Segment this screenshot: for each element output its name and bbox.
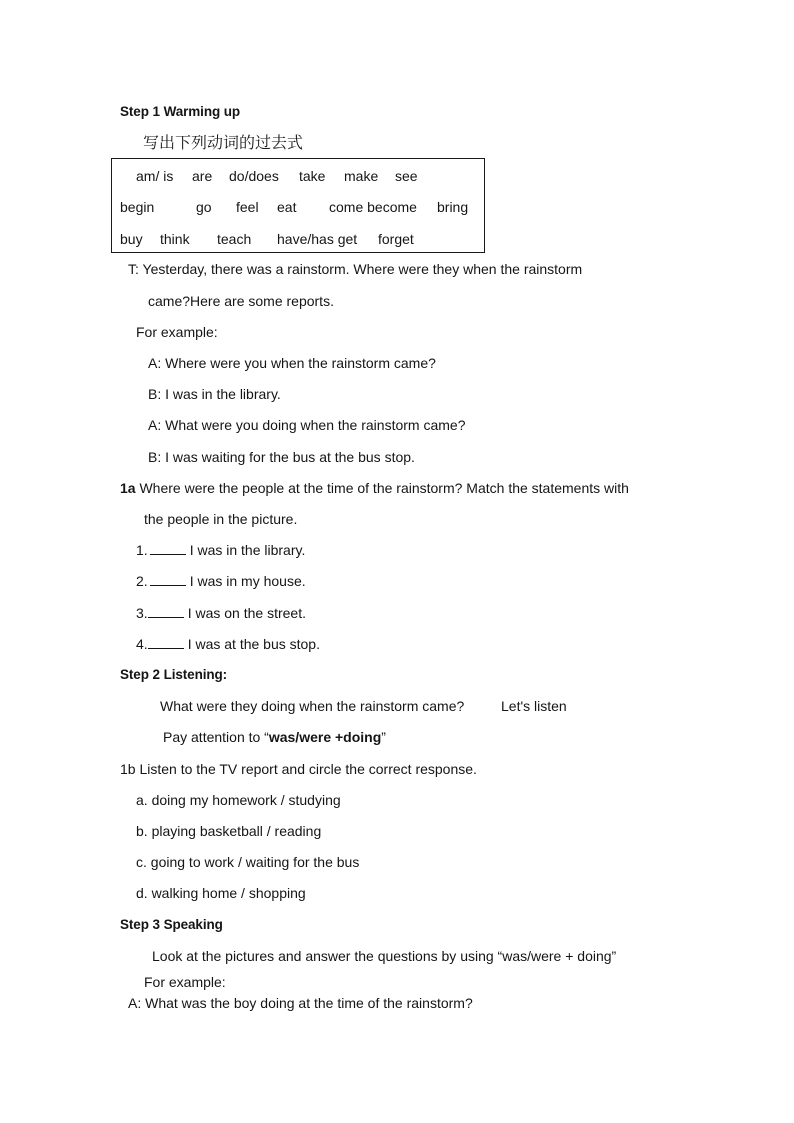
match-item-number: 3. — [136, 605, 148, 621]
task-1a-prompt-text: Where were the people at the time of the rainstorm? Match the statements with — [139, 480, 629, 496]
verb-item: teach — [217, 231, 252, 247]
answer-blank[interactable] — [148, 635, 184, 649]
verb-item: are — [192, 168, 213, 184]
step3-instruction: Look at the pictures and answer the questions by using “was/were + doing” — [152, 948, 617, 964]
match-item-number: 2. — [136, 573, 148, 589]
response-option: c. going to work / waiting for the bus — [136, 854, 360, 870]
verb-item: have/has get — [277, 231, 358, 247]
response-option: b. playing basketball / reading — [136, 823, 322, 839]
task-1a-prompt — [120, 479, 629, 497]
attention-pattern: was/were +doing — [268, 729, 382, 745]
step2-heading: Step 2 Listening: — [120, 667, 228, 682]
for-example-label: For example: — [136, 324, 218, 340]
match-item — [136, 635, 320, 653]
match-item-text: I was on the street. — [187, 605, 306, 621]
task-1a-label: 1a — [120, 480, 136, 496]
match-item — [136, 572, 306, 590]
match-item — [136, 541, 305, 559]
verb-item: bring — [437, 199, 469, 215]
step3-heading: Step 3 Speaking — [120, 917, 223, 932]
step1-heading: Step 1 Warming up — [120, 104, 241, 119]
step3-for-example: For example: — [144, 974, 226, 990]
match-item-text: I was in the library. — [189, 542, 306, 558]
verb-item: see — [395, 168, 418, 184]
match-item-number: 1. — [136, 542, 148, 558]
answer-blank[interactable] — [150, 572, 186, 586]
verb-item: think — [160, 231, 190, 247]
answer-blank[interactable] — [150, 541, 186, 555]
verb-item: do/does — [229, 168, 279, 184]
match-item-number: 4. — [136, 636, 148, 652]
dialogue-line: A: What were you doing when the rainstorm came? — [148, 417, 466, 433]
dialogue-line: B: I was waiting for the bus at the bus stop. — [148, 449, 415, 465]
verb-item: buy — [120, 231, 143, 247]
dialogue-line: B: I was in the library. — [148, 386, 281, 402]
attention-note — [163, 728, 386, 746]
verb-item: go — [196, 199, 212, 215]
step2-question: What were they doing when the rainstorm came? — [160, 698, 465, 714]
teacher-line-1: T: Yesterday, there was a rainstorm. Where were they when the rainstorm — [128, 261, 583, 277]
match-item-text: I was at the bus stop. — [187, 636, 320, 652]
verb-item: am/ is — [136, 168, 174, 184]
verb-box — [111, 158, 485, 253]
verb-item: begin — [120, 199, 155, 215]
task-1a-prompt-cont: the people in the picture. — [144, 511, 298, 527]
verb-item: forget — [378, 231, 414, 247]
match-item — [136, 604, 306, 622]
answer-blank[interactable] — [148, 604, 184, 618]
verb-item: come become — [329, 199, 417, 215]
verb-item: take — [299, 168, 326, 184]
response-option: a. doing my homework / studying — [136, 792, 341, 808]
lets-listen: Let's listen — [501, 698, 567, 714]
attention-suffix: ” — [381, 729, 386, 745]
verb-item: eat — [277, 199, 297, 215]
verb-item: make — [344, 168, 379, 184]
response-option: d. walking home / shopping — [136, 885, 306, 901]
teacher-line-2: came?Here are some reports. — [148, 293, 334, 309]
attention-prefix: Pay attention to “ — [163, 729, 269, 745]
task-1b-prompt: 1b Listen to the TV report and circle the correct response. — [120, 761, 477, 777]
dialogue-line: A: Where were you when the rainstorm came? — [148, 355, 436, 371]
step1-instruction-cn: 写出下列动词的过去式 — [143, 133, 304, 152]
verb-item: feel — [236, 199, 259, 215]
step3-question: A: What was the boy doing at the time of the rainstorm? — [128, 995, 473, 1011]
match-item-text: I was in my house. — [189, 573, 306, 589]
